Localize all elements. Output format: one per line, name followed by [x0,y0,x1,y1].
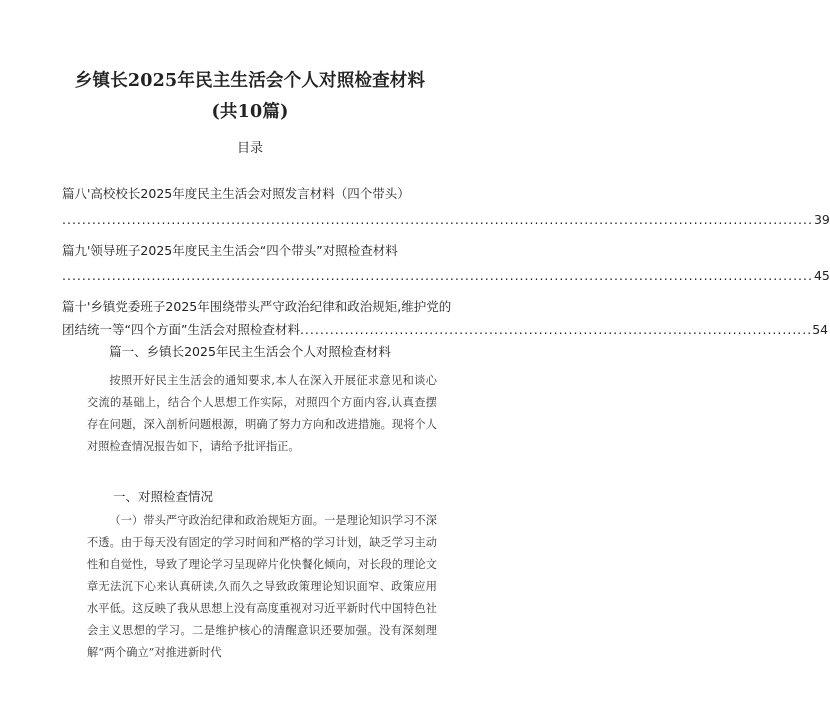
toc-dot-leader: ....................................................................................................................................................... [62,268,813,283]
toc-dot-leader: ....................................................................................................................................................... [62,212,813,227]
toc-item-9-label[interactable]: 篇九'领导班子2025年度民主生活会“四个带头”对照检查材料 [62,243,398,258]
subheading: 一、对照检查情况 [113,489,214,504]
toc-item-10-label-cont: 团结统一等“四个方面”生活会对照检查材料 [62,322,300,337]
toc-item-9-leader[interactable] [62,268,830,283]
toc-item-8-leader[interactable] [62,212,830,227]
toc-item-8-label[interactable]: 篇八'高校校长2025年度民主生活会对照发言材料（四个带头） [62,186,410,201]
document-title-count: (共10篇) [211,102,289,122]
toc-heading: 目录 [236,141,263,156]
toc-item-8-page: 39 [813,212,830,227]
toc-item-9-page: 45 [813,268,830,283]
toc-dot-leader: ....................................................................................................... [299,322,813,337]
toc-item-10-leader[interactable] [62,320,829,338]
toc-item-10-page: 54 [812,322,829,337]
toc-item-10-label[interactable]: 篇十'乡镇党委班子2025年围绕带头严守政治纪律和政治规矩,维护党的 [62,299,452,314]
body-paragraph: （一）带头严守政治纪律和政治规矩方面。一是理论知识学习不深不透。由于每天没有固定的学习时间和严格的学习计划，缺乏学习主动性和自觉性，导致了理论学习呈现碎片化快餐化倾向，对长段的理论文章无法沉下心来认真研读,久而久之导致政策理论知识面窄、政策应用水平低。这反映了我从思想上没有高度重视对习近平新时代中国特色社会主义思想的学习。二是维护核心的清醒意识还要加强。没有深刻理解“两个确立”对推进新时代 [87,514,437,659]
document-title: 乡镇长2025年民主生活会个人对照检查材料 [74,71,426,91]
intro-paragraph: 按照开好民主生活会的通知要求,本人在深入开展征求意见和谈心交流的基础上，结合个人思想工作实际，对照四个方面内容,认真查摆存在问题，深入剖析问题根源，明确了努力方向和改进措施。现将个人对照检查情况报告如下，请给予批评指正。 [87,374,437,453]
section-title: 篇一、乡镇长2025年民主生活会个人对照检查材料 [109,344,391,359]
